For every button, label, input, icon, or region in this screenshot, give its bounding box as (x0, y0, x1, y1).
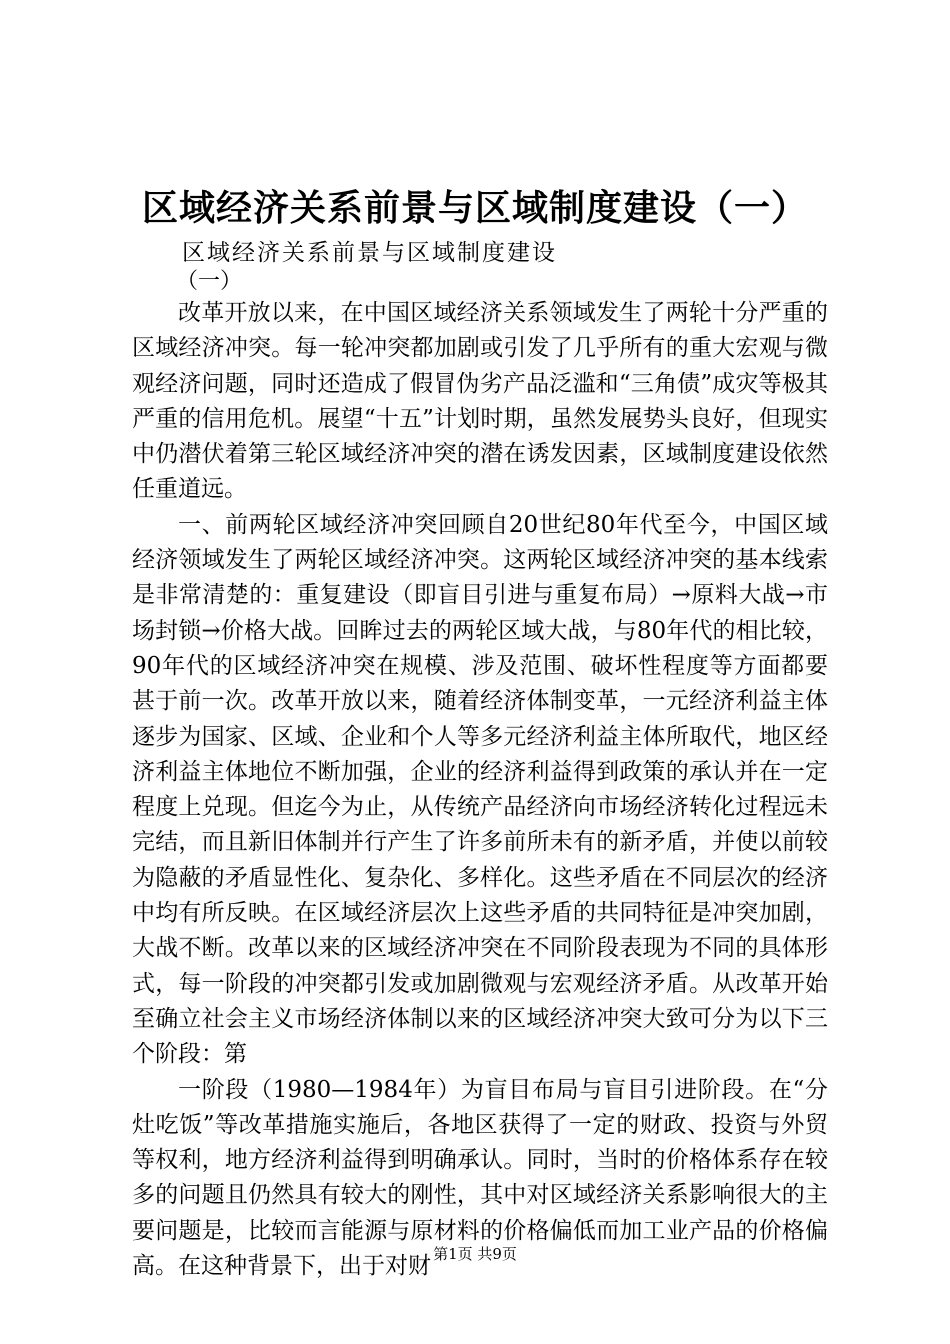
document-subtitle-part: （一） (176, 269, 243, 294)
paragraph: 改革开放以来，在中国区域经济关系领域发生了两轮十分严重的区域经济冲突。每一轮冲突都加剧或引发了几乎所有的重大宏观与微观经济问题，同时还造成了假冒伪劣产品泛滥和“三角债”成灾等极其严重的信用危机。展望“十五”计划时期，虽然发展势头良好，但现实中仍潜伏着第三轮区域经济冲突的潜在诱发因素，区域制度建设依然任重道远。 (132, 300, 828, 503)
paragraph: 一阶段（1980—1984年）为盲目布局与盲目引进阶段。在“分灶吃饭”等改革措施实施后，各地区获得了一定的财政、投资与外贸等权利，地方经济利益得到明确承认。同时，当时的价格体系存在较多的问题且仍然具有较大的刚性，其中对区域经济关系影响很大的主要问题是，比较而言能源与原材料的价格偏低而加工业产品的价格偏高。在这种背景下，出于对财 (132, 1076, 828, 1280)
document-body (132, 296, 828, 1284)
page-footer: 第1页 共9页 (433, 1245, 517, 1263)
document-title: 区域经济关系前景与区域制度建设（一） (141, 187, 808, 229)
document-subtitle: 区域经济关系前景与区域制度建设 (182, 240, 557, 266)
paragraph: 一、前两轮区域经济冲突回顾自20世纪80年代至今，中国区域经济领域发生了两轮区域经济冲突。这两轮区域经济冲突的基本线索是非常清楚的：重复建设（即盲目引进与重复布局）→原料大战→市场封锁→价格大战。回眸过去的两轮区域大战，与80年代的相比较，90年代的区域经济冲突在规模、涉及范围、破坏性程度等方面都要甚于前一次。改革开放以来，随着经济体制变革，一元经济利益主体逐步为国家、区域、企业和个人等多元经济利益主体所取代，地区经济利益主体地位不断加强，企业的经济利益得到政策的承认并在一定程度上兑现。但迄今为止，从传统产品经济向市场经济转化过程远未完结，而且新旧体制并行产生了许多前所未有的新矛盾，并使以前较为隐蔽的矛盾显性化、复杂化、多样化。这些矛盾在不同层次的经济中均有所反映。在区域经济层次上这些矛盾的共同特征是冲突加剧，大战不断。改革以来的区域经济冲突在不同阶段表现为不同的具体形式，每一阶段的冲突都引发或加剧微观与宏观经济矛盾。从改革开始至确立社会主义市场经济体制以来的区域经济冲突大致可分为以下三个阶段：第 (132, 511, 828, 1068)
